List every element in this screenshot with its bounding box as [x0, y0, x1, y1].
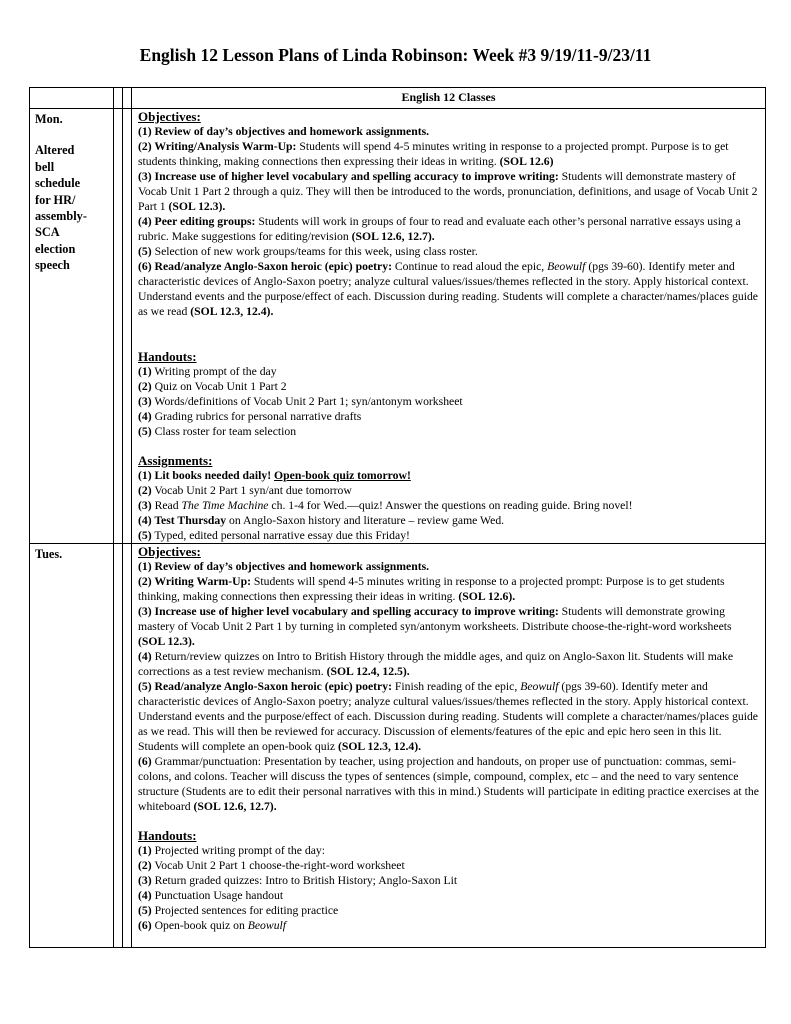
day-cell-mon	[30, 109, 114, 544]
table-header-row	[30, 88, 766, 109]
handouts-heading: Handouts:	[138, 828, 197, 843]
assignment-item: (3) Read The Time Machine ch. 1-4 for Wed.—quiz! Answer the questions on reading guide. Bring novel!	[138, 499, 633, 512]
objectives-heading: Objectives:	[138, 109, 201, 124]
assignment-item: (2) Vocab Unit 2 Part 1 syn/ant due tomorrow	[138, 484, 352, 497]
objective-item: (6) Grammar/punctuation: Presentation by teacher, using projection and handouts, on proper use of punctuation: commas, semi-colons, and colons. Teacher will discuss the types of sentences (simple, compound, complex, etc – and the need to vary sentence structure (Students are to edit their personal narratives with this in mind.) Students will participate in editing practice exercises at the whiteboard (SOL 12.6, 12.7).	[138, 755, 759, 813]
objective-item: (2) Writing/Analysis Warm-Up: Students will spend 4-5 minutes writing in response to a projected prompt. Purpose is to get students thinking, making connections then expressing their ideas in writing. (SOL 12.6)	[138, 140, 729, 168]
handouts-heading: Handouts:	[138, 349, 197, 364]
day-note-line: SCA	[35, 225, 60, 240]
day-label: Tues.	[35, 547, 63, 561]
objective-item: (2) Writing Warm-Up: Students will spend 4-5 minutes writing in response to a projected prompt: Purpose is to get students thinking, making connections then expressing their ideas in writing. (SOL 12.6).	[138, 575, 725, 603]
handout-item: (5) Class roster for team selection	[138, 425, 297, 438]
document-title: English 12 Lesson Plans of Linda Robinson: Week #3 9/19/11-9/23/11	[139, 45, 652, 65]
assignment-item: (1) Lit books needed daily! Open-book quiz tomorrow!	[138, 469, 411, 482]
handout-item: (3) Words/definitions of Vocab Unit 2 Part 1; syn/antonym worksheet	[138, 395, 463, 408]
objective-item: (1) Review of day’s objectives and homework assignments.	[138, 560, 430, 573]
handout-item: (4) Punctuation Usage handout	[138, 889, 284, 902]
objective-item: (4) Peer editing groups: Students will work in groups of four to read and evaluate each other’s personal narrative essays using a rubric. Make suggestions for editing/revision (SOL 12.6, 12.7).	[138, 215, 741, 243]
table-header: English 12 Classes	[132, 88, 766, 109]
day-note-line: for HR/	[35, 192, 76, 207]
handout-item: (4) Grading rubrics for personal narrative drafts	[138, 410, 362, 423]
objectives-heading: Objectives:	[138, 544, 201, 559]
handout-item: (5) Projected sentences for editing practice	[138, 904, 339, 917]
assignments-heading: Assignments:	[138, 453, 213, 468]
handout-item: (3) Return graded quizzes: Intro to British History; Anglo-Saxon Lit	[138, 874, 458, 887]
handout-item: (1) Writing prompt of the day	[138, 365, 277, 378]
day-cell-tues	[30, 544, 114, 948]
objective-item: (5) Selection of new work groups/teams for this week, using class roster.	[138, 245, 478, 258]
objective-item: (1) Review of day’s objectives and homework assignments.	[138, 125, 430, 138]
objective-item: (6) Read/analyze Anglo-Saxon heroic (epic) poetry: Continue to read aloud the epic, Beowulf (pgs 39-60). Identify meter and characteristic devices of Anglo-Saxon poetry; analyze cultural values/issues/themes reflected in the story. Apply historical context. Understand events and the purpose/effect of each. Discussion during reading. Students will complete a character/names/places guide as we read (SOL 12.3, 12.4).	[138, 260, 758, 318]
handout-item: (2) Vocab Unit 2 Part 1 choose-the-right-word worksheet	[138, 859, 405, 872]
day-note-line: speech	[35, 258, 70, 273]
assignment-item: (5) Typed, edited personal narrative essay due this Friday!	[138, 529, 410, 542]
day-row-mon	[30, 109, 766, 544]
objective-item: (5) Read/analyze Anglo-Saxon heroic (epic) poetry: Finish reading of the epic, Beowulf (pgs 39-60). Identify meter and characteristic devices of Anglo-Saxon poetry; analyze cultural values/issues/themes reflected in the story. Apply historical context. Understand events and the purpose/effect of each. Discussion during reading. Students will complete a character/names/places guide as we read. This will then be reviewed for accuracy. Discussion of elements/features of the epic and epic hero seen in this lit. Students will complete an open-book quiz (SOL 12.3, 12.4).	[138, 680, 758, 753]
lesson-plan-table	[29, 87, 766, 948]
assignment-item: (4) Test Thursday on Anglo-Saxon history and literature – review game Wed.	[138, 514, 505, 527]
day-note-line: schedule	[35, 176, 81, 191]
handout-item: (6) Open-book quiz on Beowulf	[138, 919, 287, 932]
objective-item: (3) Increase use of higher level vocabulary and spelling accuracy to improve writing: Students will demonstrate growing mastery of Vocab Unit 2 Part 1 by turning in completed syn/antonym worksheets. Distribute choose-the-right-word worksheets (SOL 12.3).	[138, 605, 732, 648]
handout-item: (2) Quiz on Vocab Unit 1 Part 2	[138, 380, 287, 393]
handout-item: (1) Projected writing prompt of the day:	[138, 844, 325, 857]
day-label: Mon.	[35, 112, 63, 126]
day-note-line: bell	[35, 159, 55, 174]
objective-item: (3) Increase use of higher level vocabulary and spelling accuracy to improve writing: Students will demonstrate mastery of Vocab Unit 1 Part 2 through a quiz. They will then be introduced to the words, pronunciation, definitions, and usage of Vocab Unit 2 Part 1 (SOL 12.3).	[138, 170, 758, 213]
day-content-mon	[132, 109, 766, 544]
day-note-line: election	[35, 241, 76, 256]
objective-item: (4) Return/review quizzes on Intro to British History through the middle ages, and quiz on Anglo-Saxon lit. Students will make corrections as a test review mechanism. (SOL 12.4, 12.5).	[138, 650, 734, 678]
day-content-tues	[132, 544, 766, 948]
day-note-line: Altered	[35, 143, 75, 158]
day-row-tues	[30, 544, 766, 948]
day-note-line: assembly-	[35, 209, 87, 224]
